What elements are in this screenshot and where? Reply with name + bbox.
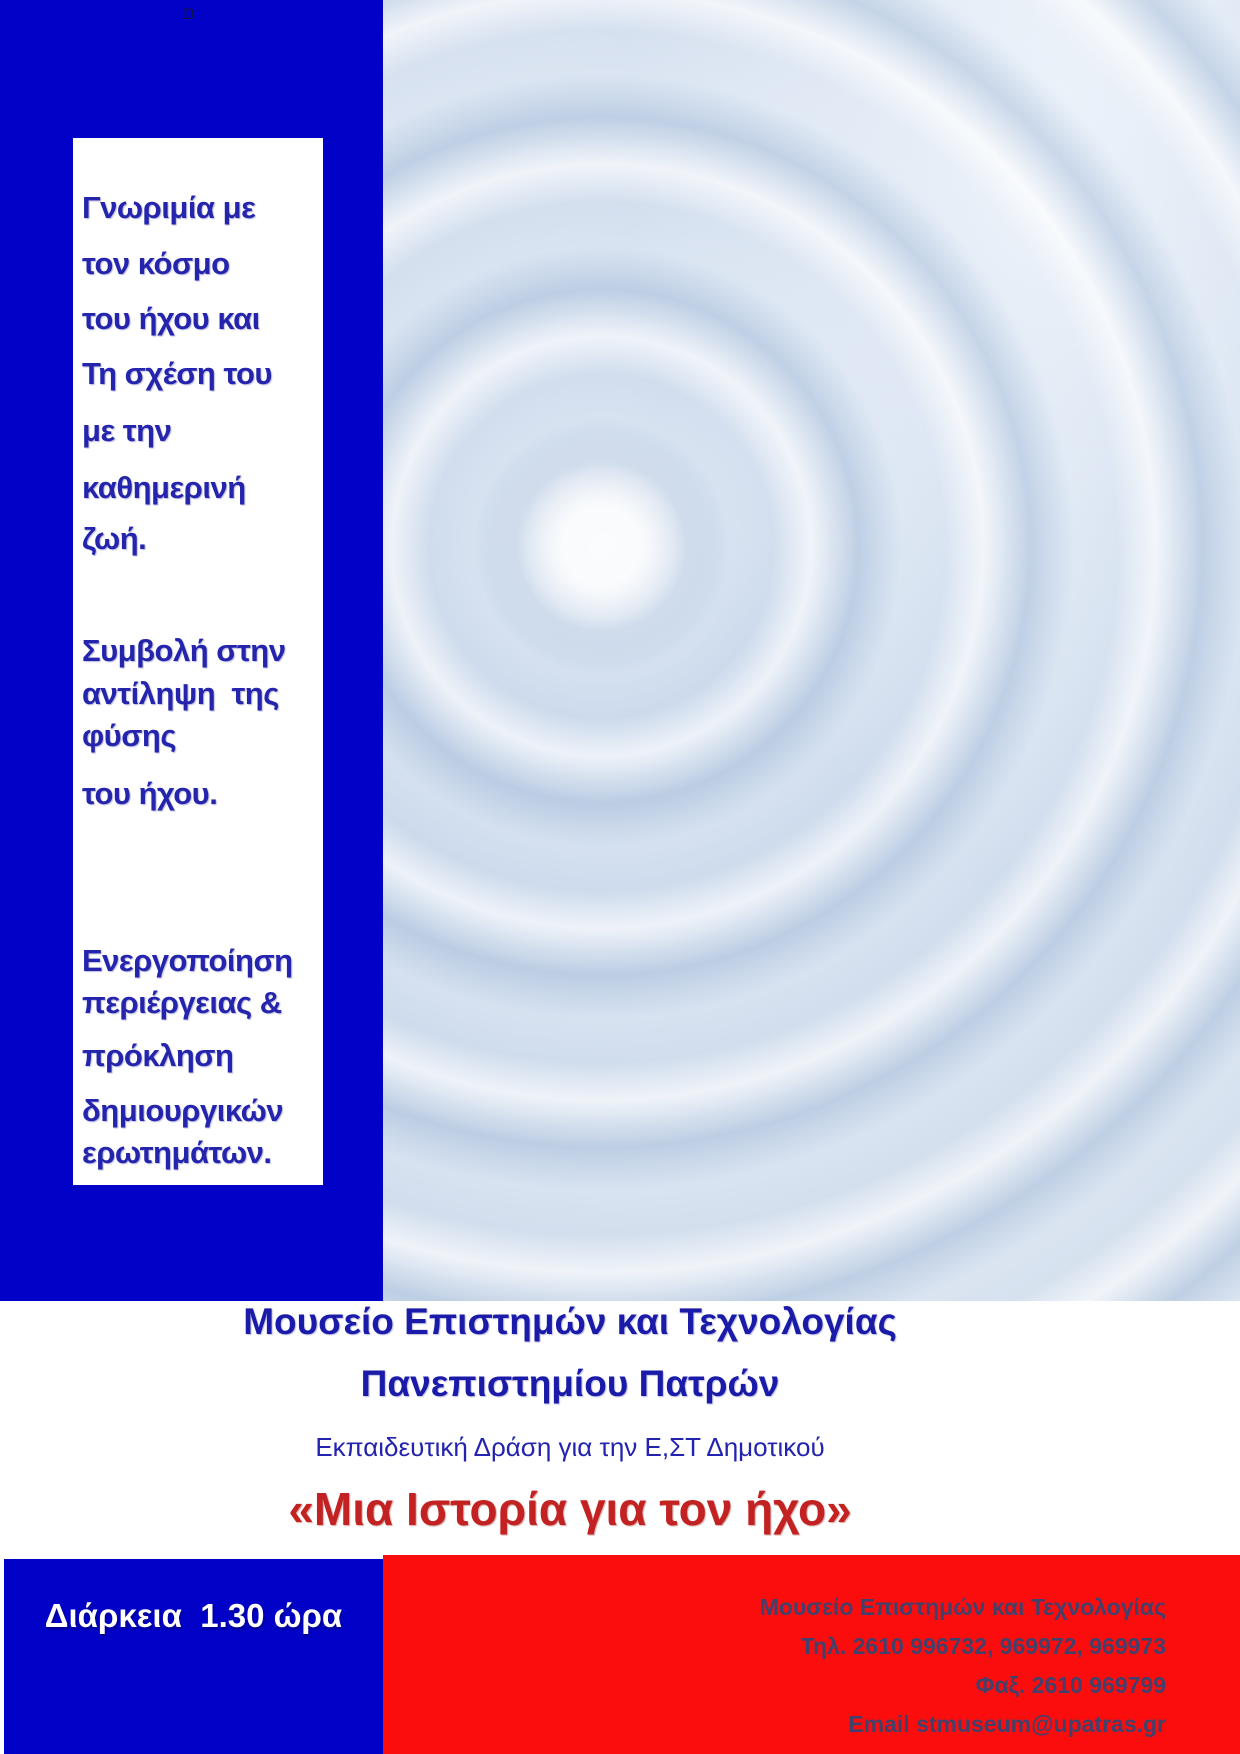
museum-title-line2: Πανεπιστημίου Πατρών — [360, 1363, 780, 1404]
intro-line: δημιουργικών — [82, 1093, 284, 1128]
intro-line: πρόκληση — [82, 1038, 234, 1073]
contact-phone: Τηλ. 2610 996732, 969972, 969973 — [800, 1633, 1166, 1659]
duration-block — [4, 1559, 383, 1754]
contact-fax: Φαξ. 2610 969799 — [975, 1672, 1166, 1698]
intro-line: καθημερινή — [82, 470, 246, 505]
intro-line: ερωτημάτων. — [82, 1135, 272, 1170]
contact-org: Μουσείο Επιστημών και Τεχνολογίας — [759, 1594, 1166, 1620]
intro-line: περιέργειας & — [82, 985, 282, 1020]
intro-line: Γνωριμία με — [82, 190, 256, 225]
education-subtitle: Εκπαιδευτική Δράση για την Ε,ΣΤ Δημοτικού — [315, 1432, 825, 1462]
intro-line: φύσης — [82, 718, 176, 753]
intro-line: με την — [82, 413, 172, 448]
intro-line: Ενεργοποίηση — [82, 943, 293, 978]
contact-lines — [760, 1588, 1166, 1744]
museum-title-line1: Μουσείο Επιστημών και Τεχνολογίας — [243, 1301, 897, 1342]
duration-label: Διάρκεια 1.30 ώρα — [44, 1597, 343, 1634]
event-title: «Μια Ιστορία για τον ήχο» — [288, 1483, 852, 1535]
contact-block — [383, 1555, 1240, 1754]
contact-email: Email stmuseum@upatras.gr — [848, 1711, 1166, 1737]
intro-line: Τη σχέση του — [82, 356, 272, 391]
intro-line: του ήχου και — [82, 301, 260, 336]
intro-line: του ήχου. — [82, 776, 218, 811]
water-ripple-image — [383, 0, 1240, 1301]
intro-text-box — [73, 138, 323, 1185]
stray-d-character: D — [183, 6, 195, 23]
intro-line: Συμβολή στην — [82, 633, 286, 668]
intro-line: τον κόσμο — [82, 246, 230, 281]
intro-line: ζωή. — [82, 521, 147, 556]
intro-line: αντίληψη της — [82, 676, 279, 711]
